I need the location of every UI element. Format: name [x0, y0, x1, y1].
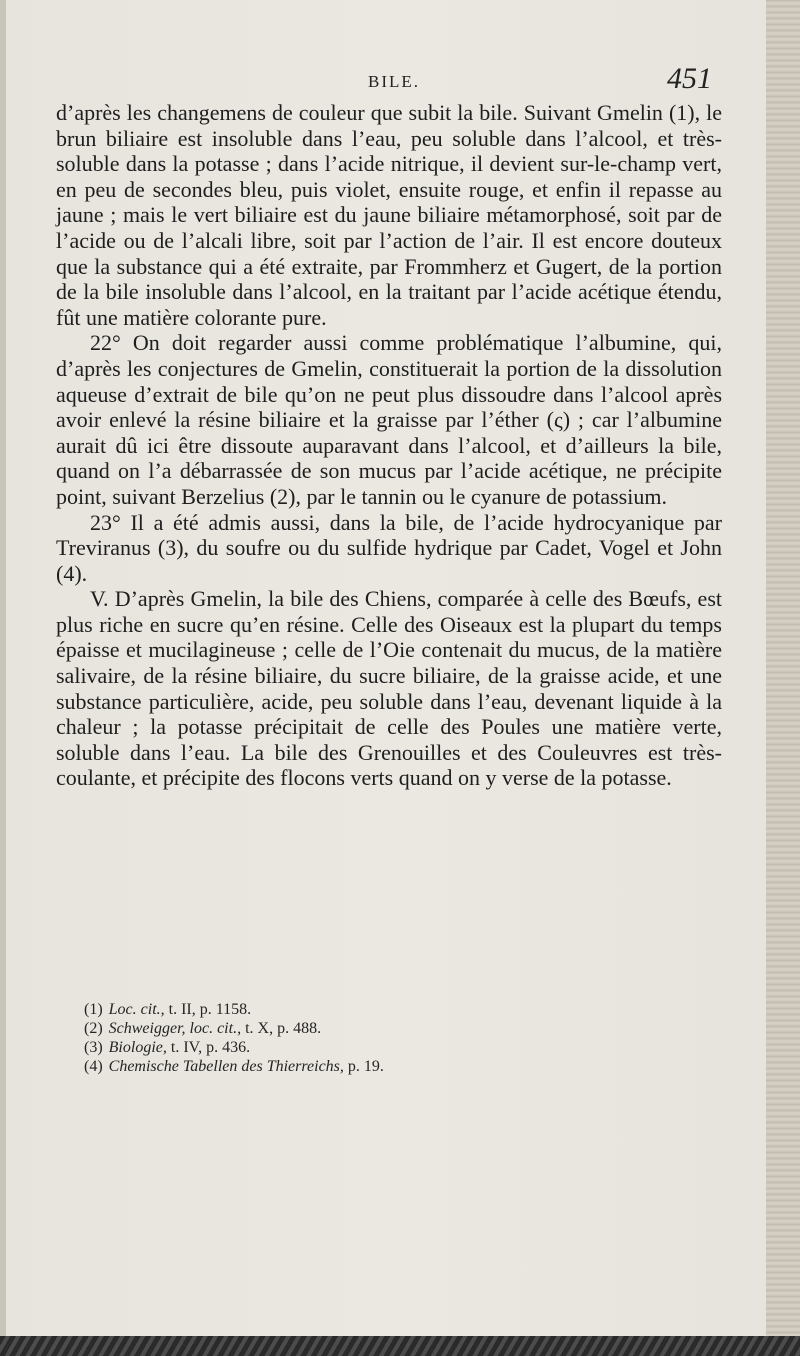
footnote-reference: p. 19.: [347, 1058, 384, 1075]
footnote-1: [84, 1000, 704, 1019]
footnote-number: (4): [84, 1058, 103, 1075]
footnote-number: (2): [84, 1020, 103, 1037]
bottom-binding-band: [0, 1336, 800, 1356]
footnote-reference: t. II, p. 1158.: [168, 1001, 252, 1018]
footnote-reference: t. X, p. 488.: [245, 1020, 322, 1037]
footnote-source: Loc. cit.,: [108, 1001, 165, 1018]
left-page-edge: [0, 0, 6, 1356]
footnote-source: Chemische Tabellen des Thierreichs,: [108, 1058, 344, 1075]
running-head: BILE.: [368, 72, 421, 91]
paragraph-3: 23° Il a été admis aussi, dans la bile, de l’acide hydrocyanique par Treviranus (3), du soufre ou du sulfide hydrique par Cadet, Vogel et John (4).: [56, 509, 722, 586]
footnote-2: [84, 1019, 704, 1038]
page-number: 451: [667, 62, 712, 95]
paragraph-2: 22° On doit regarder aussi comme problématique l’albumine, qui, d’après les conjectures de Gmelin, constituerait la portion de la dissolution aqueuse d’extrait de bile qu’on ne peut plus dissoudre dans l’alcool après avoir enlevé la résine biliaire et la graisse par l’éther (ς) ; car l’albumine aurait dû ici être dissoute auparavant dans l’alcool, et d’ailleurs la bile, quand on l’a débarrassée de son mucus par l’acide acétique, ne précipite point, suivant Berzelius (2), par le tannin ou le cyanure de potassium.: [56, 330, 722, 509]
footnote-source: Biologie,: [108, 1039, 167, 1056]
page-header: [56, 62, 760, 102]
paragraph-1: d’après les changemens de couleur que subit la bile. Suivant Gmelin (1), le brun biliaire est insoluble dans l’eau, peu soluble dans l’alcool, et très-soluble dans la potasse ; dans l’acide nitrique, il devient sur-le-champ vert, en peu de secondes bleu, puis violet, ensuite rouge, et enfin il repasse au jaune ; mais le vert biliaire est du jaune biliaire métamorphosé, soit par de l’acide ou de l’alcali libre, soit par l’action de l’air. Il est encore douteux que la substance qui a été extraite, par Frommherz et Gugert, de la portion de la bile insoluble dans l’alcool, en la traitant par l’acide acétique étendu, fût une matière colorante pure.: [56, 100, 722, 330]
body-text: [56, 100, 722, 791]
footnote-source: Schweigger, loc. cit.,: [108, 1020, 242, 1037]
footnote-number: (3): [84, 1039, 103, 1056]
paragraph-4: V. D’après Gmelin, la bile des Chiens, comparée à celle des Bœufs, est plus riche en sucre qu’en résine. Celle des Oiseaux est la plupart du temps épaisse et mucilagineuse ; celle de l’Oie contenait du mucus, de la matière salivaire, de la résine biliaire, du sucre biliaire, de la graisse acide, et une substance particulière, acide, peu soluble dans l’eau, devenant liquide à la chaleur ; la potasse précipitait de celle des Poules une matière verte, soluble dans l’eau. La bile des Grenouilles et des Couleuvres est très-coulante, et précipite des flocons verts quand on y verse de la potasse.: [56, 586, 722, 791]
footnote-4: [84, 1057, 704, 1076]
footnote-reference: t. IV, p. 436.: [170, 1039, 251, 1056]
footnote-3: [84, 1038, 704, 1057]
footnotes: [84, 1000, 704, 1076]
right-page-edge: [766, 0, 800, 1356]
footnote-number: (1): [84, 1001, 103, 1018]
